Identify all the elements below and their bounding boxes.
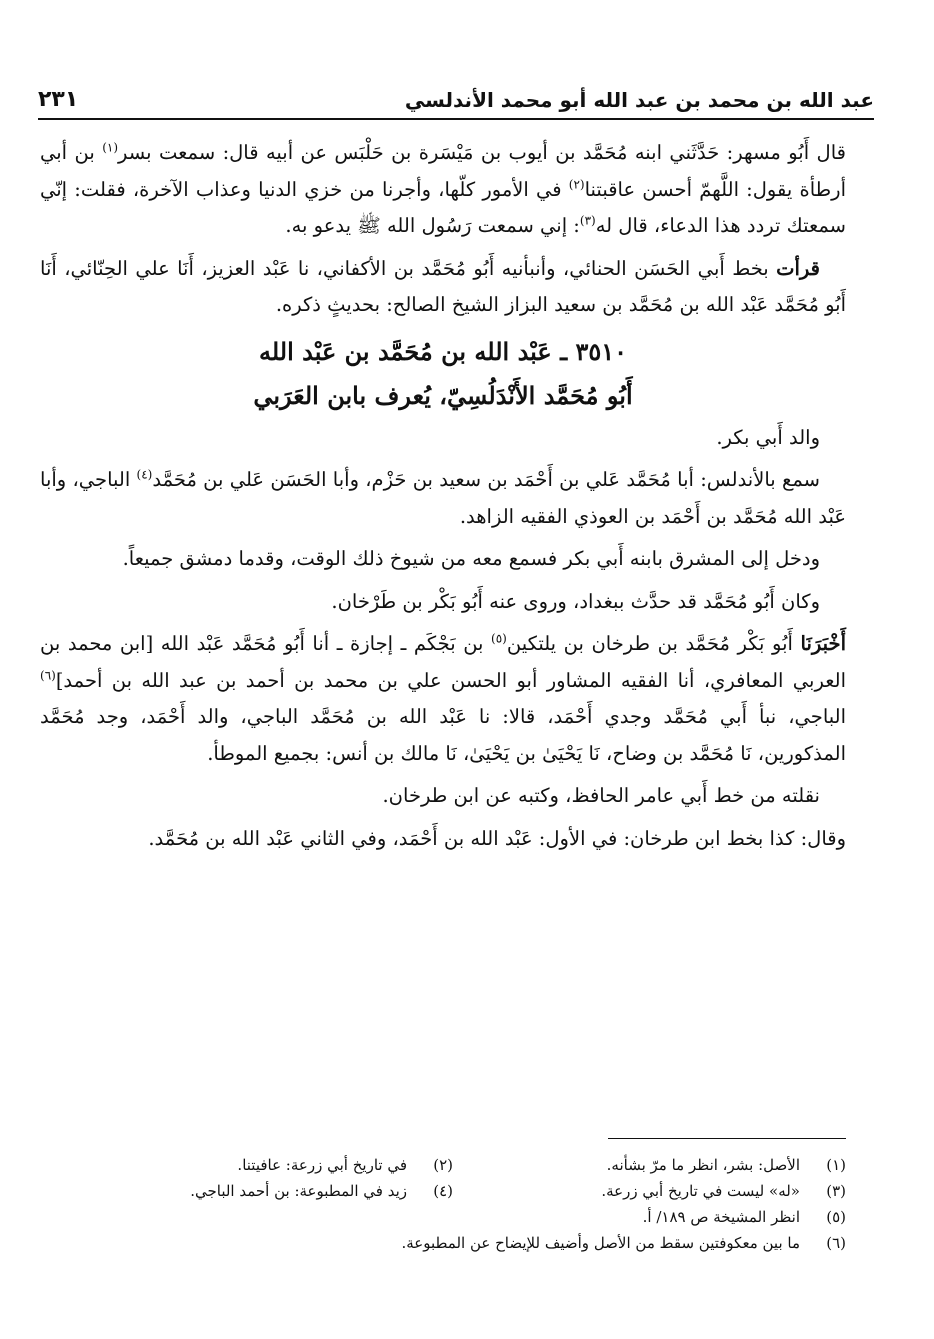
footnote-ref-4: (٤): [136, 467, 153, 482]
entry-heading-line-2: أَبُو مُحَمَّد الأَنْدَلُسِيّ، يُعرف بابن العَرَبي: [253, 380, 633, 410]
running-title: عبد الله بن محمد بن عبد الله أبو محمد الأندلسي: [404, 88, 874, 112]
footnote-row: [60, 1230, 846, 1256]
footnote-row: [60, 1204, 846, 1230]
footnote-item: [453, 1152, 846, 1178]
footnote-number: (٦): [826, 1234, 846, 1252]
footnote-item: [60, 1178, 453, 1204]
footnote-number: (٤): [433, 1182, 453, 1200]
footnote-ref-1: (١): [102, 140, 119, 155]
footnotes: [60, 1152, 846, 1256]
footnote-ref-2: (٢): [568, 177, 585, 191]
footnote-number: (١): [826, 1156, 846, 1174]
footnote-text: في تاريخ أبي زرعة: عافيتنا.: [237, 1156, 407, 1174]
footnote-ref-6: (٦): [40, 668, 56, 682]
footnote-text: زيد في المطبوعة: بن أحمد الباجي.: [190, 1182, 407, 1200]
paragraph-narrated: وكان أَبُو مُحَمَّد قد حدَّث ببغداد، وروى عنه أَبُو بَكْر بن طَرْخان.: [331, 589, 820, 613]
paragraph-said: وقال: كذا بخط ابن طرخان: في الأول: عَبْد الله بن أَحْمَد، وفي الثاني عَبْد الله بن مُحَمَّد.: [148, 826, 846, 850]
footnote-text: ما بين معكوفتين سقط من الأصل وأضيف للإيضاح عن المطبوعة.: [401, 1234, 800, 1252]
footnote-item: [60, 1230, 846, 1256]
paragraph-heard: سمع بالأندلس: أبا مُحَمَّد عَلي بن أَحْمَد بن سعيد بن حَزْم، وأبا الحَسَن عَلي بن مُحَمَّد$^{(٤)}$ الباجي، وأبا عَبْد الله مُحَمَّد بن أَحْمَد بن العوذي الفقيه الزاهد.: [40, 467, 846, 528]
footnote-number: (٥): [826, 1208, 846, 1226]
footnote-text: انظر المشيخة ص ١٨٩/ أ.: [642, 1208, 800, 1226]
footnote-item: [60, 1152, 453, 1178]
footnote-ref-5: (٥): [491, 631, 507, 646]
paragraph-copied: نقلته من خط أَبي عامر الحافظ، وكتبه عن ابن طرخان.: [382, 784, 820, 807]
page-header: [38, 78, 874, 112]
paragraph-akhbarana: أَخْبَرَنَا أَبُو بَكْر مُحَمَّد بن طرخان بن يلتكين$^{(٥)}$ بن بَجْكَم ـ إجازة ـ أنا أَبُو مُحَمَّد عَبْد الله [ابن محمد بن العربي المعافري، أنا الفقيه المشاور أبو الحسن علي بن محمد بن أحمد بن عبد الله بن أحمد]$^{(٦)}$ الباجي، نبأ أَبي مُحَمَّد وجدي أَحْمَد، قالا: نا عَبْد الله بن مُحَمَّد الباجي، والد أَحْمَد، وجد مُحَمَّد المذكورين، نَا مُحَمَّد بن وضاح، نَا يَحْيَىٰ بن يَحْيَىٰ، نَا مالك بن أنس: بجميع الموطأ.: [40, 631, 846, 765]
paragraph-qarat: قرأت بخط أَبي الحَسَن الحنائي، وأنبأنيه أَبُو مُحَمَّد بن الأكفاني، نا عَبْد العزيز، أَنَا علي الحِنّائي، أَنَا أَبُو مُحَمَّد عَبْد الله بن مُحَمَّد بن سعيد البزاز الشيخ الصالح: بحديثٍ ذكره.: [40, 256, 846, 316]
footnote-item: [453, 1178, 846, 1204]
entry-heading-line-1: ٣٥١٠ ـ عَبْد الله بن مُحَمَّد بن عَبْد الله: [258, 336, 628, 366]
footnote-row: [60, 1178, 846, 1204]
footnote-rule: [608, 1138, 846, 1139]
footnote-text: «له» ليست في تاريخ أبي زرعة.: [601, 1182, 800, 1200]
entry-heading: [40, 330, 846, 418]
footnote-number: (٢): [433, 1156, 453, 1174]
page-body: [40, 135, 846, 863]
page-number: ٢٣١: [38, 87, 79, 112]
footnote-text: الأصل: بشر، انظر ما مرّ بشأنه.: [606, 1156, 800, 1174]
paragraph-entered: ودخل إلى المشرق بابنه أَبي بكر فسمع معه من شيوخ ذلك الوقت، وقدما دمشق جميعاً.: [122, 547, 820, 570]
footnote-number: (٣): [826, 1182, 846, 1200]
footnote-ref-3: (٣): [579, 213, 596, 228]
paragraph-father: والد أَبي بكر.: [716, 425, 820, 449]
footnote-item: [60, 1204, 846, 1230]
footnote-row: [60, 1152, 846, 1178]
paragraph-abu-mushir: قال أَبُو مسهر: حَدَّثَني ابنه مُحَمَّد بن أيوب بن مَيْسَرة بن حَلْبَس عن أبيه قال: سمعت بسر$^{(١)}$ بن أبي أرطأة يقول: اللَّهمّ أحسن عاقبتنا$^{(٢)}$ في الأمور كلّها، وأجرنا من خزي الدنيا وعذاب الآخرة، فقلت: إنّي سمعتك تردد هذا الدعاء، قال له$^{(٣)}$: إني سمعت رَسُول الله ﷺ يدعو به.: [40, 140, 846, 237]
header-rule: [38, 118, 874, 120]
